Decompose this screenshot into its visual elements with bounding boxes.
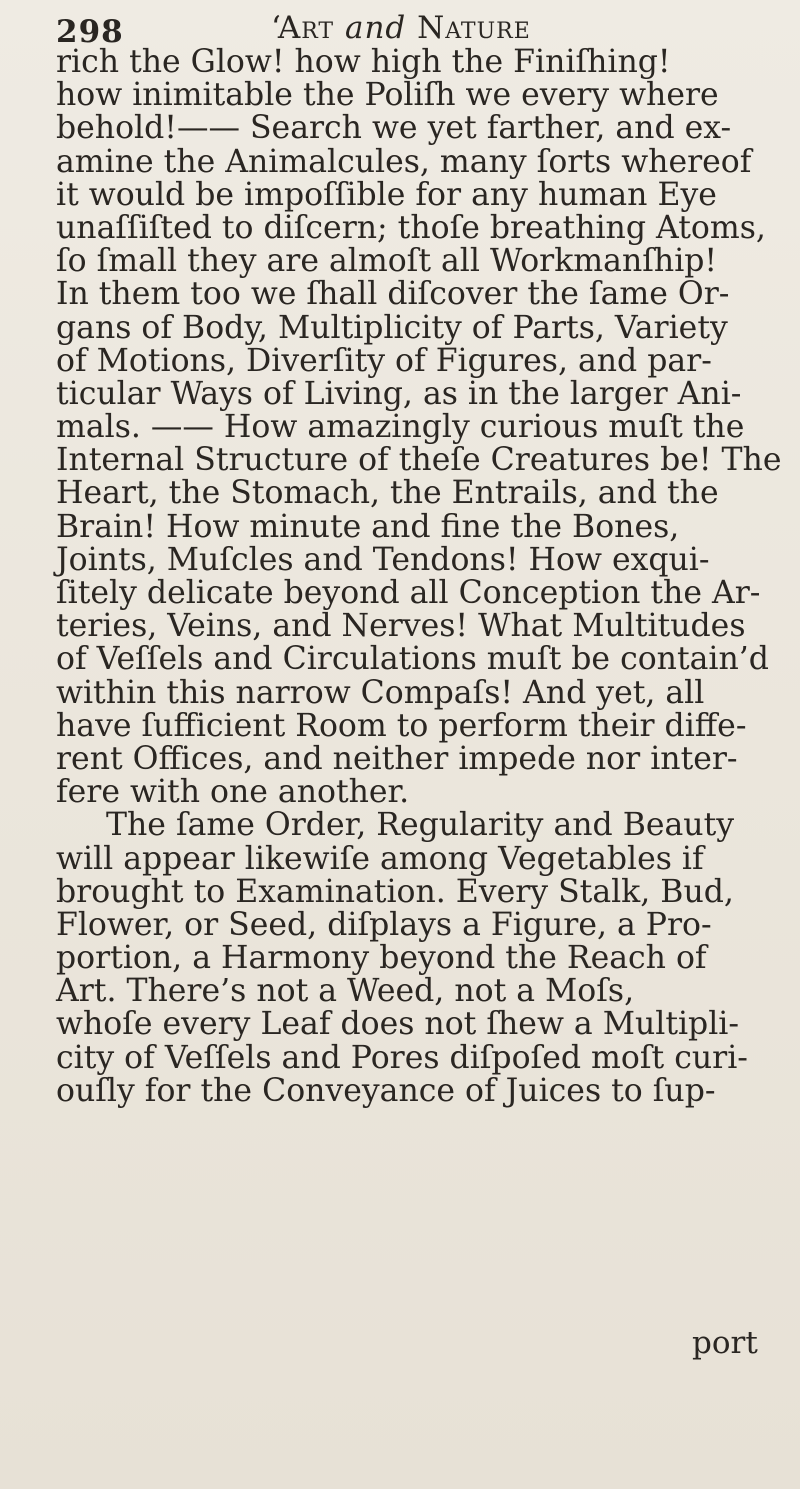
text-line: amine the Animalcules, many ſorts whereof <box>56 143 752 180</box>
text-line: how inimitable the Poliſh we every where <box>56 77 719 114</box>
text-line: unaſſiſted to diſcern; thoſe breathing Atoms, <box>56 209 766 246</box>
text-line: teries, Veins, and Nerves! What Multitudes <box>56 608 746 645</box>
catchword: port <box>692 1325 758 1361</box>
running-head <box>271 10 531 46</box>
text-line: of Motions, Diverſity of Figures, and par- <box>56 342 712 379</box>
text-line: behold!—— Search we yet farther, and ex- <box>56 110 732 147</box>
text-line: rich the Glow! how high the Finiſhing! <box>56 44 671 80</box>
running-head-art: ‘Art <box>271 10 335 46</box>
text-line: gans of Body, Multiplicity of Parts, Variety <box>56 309 728 346</box>
running-head-nature: Nature <box>417 10 531 46</box>
text-line: Art. There’s not a Weed, not a Moſs, <box>56 973 635 1010</box>
text-line: fere with one another. <box>56 774 410 811</box>
text-line: city of Veſſels and Pores diſpoſed moſt curi- <box>56 1039 748 1076</box>
text-line: have ſufficient Room to perform their diffe- <box>56 707 747 744</box>
text-line: ſo ſmall they are almoſt all Workmanſhip! <box>56 243 718 280</box>
body-text <box>56 46 796 1108</box>
page-number: 298 <box>56 14 124 50</box>
text-line: portion, a Harmony beyond the Reach of <box>56 940 707 977</box>
text-line: mals. —— How amazingly curious muſt the <box>56 409 745 446</box>
text-line: In them too we ſhall diſcover the ſame Or- <box>56 276 730 313</box>
text-line: Joints, Muſcles and Tendons! How exqui- <box>56 541 710 578</box>
text-line: Heart, the Stomach, the Entrails, and the <box>56 475 719 512</box>
text-line: it would be impoſſible for any human Eye <box>56 176 717 213</box>
text-line: within this narrow Compaſs! And yet, all <box>56 674 705 711</box>
text-line: ouſly for the Conveyance of Juices to ſup- <box>56 1072 716 1109</box>
text-line: Internal Structure of theſe Creatures be! The <box>56 442 782 479</box>
text-line: ticular Ways of Living, as in the larger Ani- <box>56 375 742 412</box>
text-line: Brain! How minute and fine the Bones, <box>56 508 680 545</box>
text-line: of Veſſels and Circulations muſt be contain’d <box>56 641 769 678</box>
running-head-and: and <box>344 10 407 46</box>
text-line: Flower, or Seed, diſplays a Figure, a Pro- <box>56 906 712 943</box>
text-line: will appear likewiſe among Vegetables if <box>56 840 704 877</box>
text-line: rent Offices, and neither impede nor inter- <box>56 740 738 777</box>
text-line: brought to Examination. Every Stalk, Bud, <box>56 873 734 910</box>
text-line: ſitely delicate beyond all Conception the Ar- <box>56 575 761 611</box>
paragraph-start-line: The ſame Order, Regularity and Beauty <box>106 807 735 844</box>
text-line: whoſe every Leaf does not ſhew a Multipli- <box>56 1006 740 1043</box>
